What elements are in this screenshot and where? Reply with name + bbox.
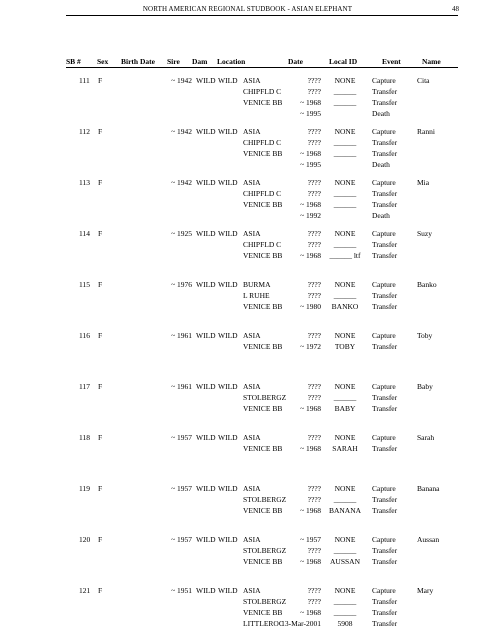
record-event-row — [0, 211, 495, 222]
event-date: ???? — [307, 382, 321, 391]
record-birth-date: ~ 1942 — [171, 127, 192, 136]
record-event-row — [0, 393, 495, 404]
record-event-row — [0, 109, 495, 120]
studbook-record — [0, 382, 495, 433]
event-local-id: NONE — [334, 433, 356, 442]
event-type: Transfer — [372, 342, 398, 351]
animal-name: Banana — [417, 484, 440, 493]
event-location: ASIA — [243, 586, 261, 595]
event-date: 13-Mar-2001 — [281, 619, 321, 628]
record-dam: WILD — [218, 484, 238, 493]
event-date: ???? — [307, 138, 321, 147]
event-date: ???? — [307, 546, 321, 555]
animal-name: Cita — [417, 76, 430, 85]
event-date: ~ 1968 — [300, 557, 321, 566]
column-header-local-id: Local ID — [329, 57, 358, 66]
event-type: Transfer — [372, 557, 398, 566]
event-local-id: NONE — [334, 76, 356, 85]
record-event-row — [0, 495, 495, 506]
event-type: Capture — [372, 586, 396, 595]
column-header-birth-date: Birth Date — [121, 57, 155, 66]
event-local-id: ______ — [333, 189, 357, 198]
record-event-row — [0, 280, 495, 291]
event-location: VENICE BB — [243, 149, 283, 158]
record-sex: F — [98, 382, 103, 391]
event-date: ???? — [307, 291, 321, 300]
record-event-row — [0, 160, 495, 171]
column-header-sb: SB # — [66, 57, 81, 66]
event-type: Transfer — [372, 200, 398, 209]
event-date: ???? — [307, 87, 321, 96]
event-local-id: NONE — [334, 331, 356, 340]
record-dam: WILD — [218, 127, 238, 136]
event-type: Death — [372, 211, 390, 220]
column-header-event: Event — [382, 57, 401, 66]
record-sb-number: 121 — [79, 586, 91, 595]
record-sb-number: 118 — [79, 433, 90, 442]
record-sire: WILD — [196, 433, 216, 442]
event-location: VENICE BB — [243, 404, 283, 413]
event-date: ???? — [307, 229, 321, 238]
studbook-record — [0, 433, 495, 484]
record-event-row — [0, 138, 495, 149]
event-date: ~ 1992 — [300, 211, 321, 220]
event-local-id: NONE — [334, 535, 356, 544]
record-sire: WILD — [196, 535, 216, 544]
record-event-row — [0, 189, 495, 200]
event-location: STOLBERGZ — [243, 393, 287, 402]
event-date: ???? — [307, 484, 321, 493]
record-birth-date: ~ 1957 — [171, 484, 192, 493]
event-date: ???? — [307, 393, 321, 402]
record-sire: WILD — [196, 484, 216, 493]
record-event-row — [0, 557, 495, 568]
event-type: Capture — [372, 229, 396, 238]
event-location: VENICE BB — [243, 608, 283, 617]
studbook-record — [0, 229, 495, 280]
animal-name: Mia — [417, 178, 430, 187]
record-event-row — [0, 586, 495, 597]
header-rule — [66, 15, 458, 16]
event-type: Transfer — [372, 189, 398, 198]
event-local-id: ______ — [333, 608, 357, 617]
event-location: ASIA — [243, 535, 261, 544]
event-type: Transfer — [372, 404, 398, 413]
column-header-dam: Dam — [192, 57, 208, 66]
record-sex: F — [98, 586, 103, 595]
page-number: 48 — [452, 5, 459, 13]
record-dam: WILD — [218, 535, 238, 544]
event-type: Transfer — [372, 240, 398, 249]
studbook-record — [0, 535, 495, 586]
event-date: ???? — [307, 597, 321, 606]
event-local-id: NONE — [334, 382, 356, 391]
record-sex: F — [98, 331, 103, 340]
animal-name: Suzy — [417, 229, 432, 238]
animal-name: Baby — [417, 382, 433, 391]
record-event-row — [0, 546, 495, 557]
event-location: LITTLEROC — [243, 619, 284, 628]
event-local-id: ______ ltf — [329, 251, 361, 260]
record-event-row — [0, 240, 495, 251]
event-location: ASIA — [243, 382, 261, 391]
event-type: Capture — [372, 484, 396, 493]
record-birth-date: ~ 1942 — [171, 178, 192, 187]
event-type: Capture — [372, 127, 396, 136]
record-event-row — [0, 331, 495, 342]
event-location: VENICE BB — [243, 444, 283, 453]
event-location: ASIA — [243, 229, 261, 238]
animal-name: Aussan — [417, 535, 440, 544]
event-location: L RUHE — [243, 291, 270, 300]
event-local-id: AUSSAN — [329, 557, 360, 566]
event-location: CHIPFLD C — [243, 240, 282, 249]
record-sb-number: 117 — [79, 382, 90, 391]
event-type: Transfer — [372, 393, 398, 402]
record-event-row — [0, 342, 495, 353]
record-birth-date: ~ 1976 — [171, 280, 192, 289]
event-date: ~ 1995 — [300, 160, 321, 169]
event-local-id: ______ — [333, 87, 357, 96]
record-event-row — [0, 76, 495, 87]
event-type: Death — [372, 109, 390, 118]
event-date: ???? — [307, 280, 321, 289]
studbook-record — [0, 178, 495, 229]
event-location: CHIPFLD C — [243, 138, 282, 147]
event-local-id: ______ — [333, 98, 357, 107]
record-sex: F — [98, 178, 103, 187]
event-location: ASIA — [243, 127, 261, 136]
record-sex: F — [98, 76, 103, 85]
record-birth-date: ~ 1942 — [171, 76, 192, 85]
event-location: CHIPFLD C — [243, 189, 282, 198]
event-date: ~ 1968 — [300, 149, 321, 158]
event-date: ~ 1972 — [300, 342, 321, 351]
event-local-id: SARAH — [332, 444, 358, 453]
event-local-id: BANANA — [328, 506, 362, 515]
event-location: VENICE BB — [243, 302, 283, 311]
record-event-row — [0, 127, 495, 138]
record-event-row — [0, 229, 495, 240]
event-location: BURMA — [243, 280, 271, 289]
event-date: ~ 1968 — [300, 506, 321, 515]
event-location: VENICE BB — [243, 98, 283, 107]
record-event-row — [0, 404, 495, 415]
column-header-sex: Sex — [97, 57, 109, 66]
record-event-row — [0, 597, 495, 608]
event-local-id: ______ — [333, 393, 357, 402]
record-dam: WILD — [218, 280, 238, 289]
record-dam: WILD — [218, 331, 238, 340]
record-sex: F — [98, 280, 103, 289]
event-location: STOLBERGZ — [243, 495, 287, 504]
event-type: Transfer — [372, 149, 398, 158]
event-local-id: ______ — [333, 149, 357, 158]
event-date: ???? — [307, 433, 321, 442]
record-dam: WILD — [218, 178, 238, 187]
record-event-row — [0, 149, 495, 160]
animal-name: Toby — [417, 331, 433, 340]
event-local-id: ______ — [333, 495, 357, 504]
record-sire: WILD — [196, 127, 216, 136]
event-type: Capture — [372, 76, 396, 85]
event-type: Transfer — [372, 98, 398, 107]
event-location: STOLBERGZ — [243, 546, 287, 555]
record-event-row — [0, 484, 495, 495]
event-local-id: NONE — [334, 178, 356, 187]
event-location: CHIPFLD C — [243, 87, 282, 96]
record-event-row — [0, 506, 495, 517]
record-sb-number: 113 — [79, 178, 90, 187]
event-date: ???? — [307, 240, 321, 249]
record-sire: WILD — [196, 178, 216, 187]
record-sex: F — [98, 535, 103, 544]
event-local-id: ______ — [333, 546, 357, 555]
animal-name: Banko — [417, 280, 437, 289]
event-location: ASIA — [243, 331, 261, 340]
page-header-title: NORTH AMERICAN REGIONAL STUDBOOK - ASIAN ELEPHANT — [142, 5, 353, 13]
event-type: Death — [372, 160, 390, 169]
studbook-record — [0, 586, 495, 637]
event-date: ~ 1968 — [300, 98, 321, 107]
record-sire: WILD — [196, 229, 216, 238]
event-type: Capture — [372, 280, 396, 289]
column-header-rule — [66, 67, 458, 68]
event-date: ~ 1968 — [300, 200, 321, 209]
record-event-row — [0, 178, 495, 189]
record-sb-number: 119 — [79, 484, 90, 493]
studbook-records — [0, 76, 495, 637]
record-event-row — [0, 291, 495, 302]
event-local-id: NONE — [334, 586, 356, 595]
column-header-date: Date — [288, 57, 303, 66]
event-location: STOLBERGZ — [243, 597, 287, 606]
event-local-id: NONE — [334, 484, 356, 493]
studbook-record — [0, 280, 495, 331]
event-date: ???? — [307, 178, 321, 187]
record-event-row — [0, 619, 495, 630]
record-sire: WILD — [196, 76, 216, 85]
event-location: VENICE BB — [243, 557, 283, 566]
event-local-id: ______ — [333, 597, 357, 606]
event-location: VENICE BB — [243, 342, 283, 351]
event-location: ASIA — [243, 433, 261, 442]
event-local-id: NONE — [334, 127, 356, 136]
event-date: ~ 1957 — [300, 535, 321, 544]
column-header-location: Location — [217, 57, 246, 66]
record-sire: WILD — [196, 280, 216, 289]
record-event-row — [0, 251, 495, 262]
event-date: ~ 1968 — [300, 608, 321, 617]
event-type: Transfer — [372, 495, 398, 504]
event-location: VENICE BB — [243, 506, 283, 515]
column-header-sire: Sire — [167, 57, 180, 66]
studbook-record — [0, 331, 495, 382]
event-date: ???? — [307, 189, 321, 198]
record-sire: WILD — [196, 382, 216, 391]
event-local-id: ______ — [333, 291, 357, 300]
record-sb-number: 111 — [79, 76, 90, 85]
event-date: ~ 1995 — [300, 109, 321, 118]
event-date: ~ 1968 — [300, 444, 321, 453]
record-event-row — [0, 302, 495, 313]
event-local-id: NONE — [334, 229, 356, 238]
event-date: ~ 1980 — [300, 302, 321, 311]
event-type: Transfer — [372, 291, 398, 300]
event-local-id: 5908 — [337, 619, 353, 628]
event-date: ???? — [307, 127, 321, 136]
record-birth-date: ~ 1957 — [171, 433, 192, 442]
event-type: Transfer — [372, 302, 398, 311]
record-event-row — [0, 382, 495, 393]
event-location: ASIA — [243, 76, 261, 85]
record-event-row — [0, 200, 495, 211]
event-type: Transfer — [372, 506, 398, 515]
event-local-id: BABY — [334, 404, 356, 413]
record-dam: WILD — [218, 586, 238, 595]
record-sex: F — [98, 127, 103, 136]
column-header-name: Name — [422, 57, 441, 66]
record-dam: WILD — [218, 382, 238, 391]
studbook-record — [0, 484, 495, 535]
event-date: ???? — [307, 495, 321, 504]
record-event-row — [0, 87, 495, 98]
event-type: Capture — [372, 535, 396, 544]
record-event-row — [0, 98, 495, 109]
event-local-id: TOBY — [334, 342, 356, 351]
event-location: ASIA — [243, 484, 261, 493]
event-date: ???? — [307, 76, 321, 85]
record-birth-date: ~ 1925 — [171, 229, 192, 238]
event-type: Transfer — [372, 597, 398, 606]
event-location: VENICE BB — [243, 200, 283, 209]
record-event-row — [0, 444, 495, 455]
record-sex: F — [98, 433, 103, 442]
animal-name: Ranni — [417, 127, 435, 136]
event-local-id: NONE — [334, 280, 356, 289]
event-local-id: BANKO — [331, 302, 359, 311]
event-local-id: ______ — [333, 240, 357, 249]
event-type: Capture — [372, 331, 396, 340]
event-type: Transfer — [372, 444, 398, 453]
record-dam: WILD — [218, 76, 238, 85]
record-sb-number: 120 — [79, 535, 91, 544]
event-type: Transfer — [372, 619, 398, 628]
event-type: Transfer — [372, 608, 398, 617]
record-sb-number: 116 — [79, 331, 90, 340]
record-sire: WILD — [196, 586, 216, 595]
event-local-id: ______ — [333, 138, 357, 147]
record-birth-date: ~ 1961 — [171, 382, 192, 391]
studbook-record — [0, 76, 495, 127]
record-event-row — [0, 433, 495, 444]
event-type: Capture — [372, 433, 396, 442]
record-sex: F — [98, 484, 103, 493]
record-sex: F — [98, 229, 103, 238]
record-birth-date: ~ 1957 — [171, 535, 192, 544]
record-event-row — [0, 535, 495, 546]
event-type: Capture — [372, 178, 396, 187]
event-location: ASIA — [243, 178, 261, 187]
record-sb-number: 114 — [79, 229, 90, 238]
record-event-row — [0, 608, 495, 619]
animal-name: Sarah — [417, 433, 435, 442]
event-type: Transfer — [372, 251, 398, 260]
record-sb-number: 115 — [79, 280, 90, 289]
event-date: ???? — [307, 586, 321, 595]
event-type: Capture — [372, 382, 396, 391]
event-date: ~ 1968 — [300, 251, 321, 260]
record-dam: WILD — [218, 433, 238, 442]
event-local-id: ______ — [333, 200, 357, 209]
event-date: ~ 1968 — [300, 404, 321, 413]
event-date: ???? — [307, 331, 321, 340]
record-birth-date: ~ 1951 — [171, 586, 192, 595]
animal-name: Mary — [417, 586, 434, 595]
studbook-record — [0, 127, 495, 178]
event-type: Transfer — [372, 546, 398, 555]
record-sb-number: 112 — [79, 127, 90, 136]
record-birth-date: ~ 1961 — [171, 331, 192, 340]
event-location: VENICE BB — [243, 251, 283, 260]
record-sire: WILD — [196, 331, 216, 340]
event-type: Transfer — [372, 138, 398, 147]
record-dam: WILD — [218, 229, 238, 238]
event-type: Transfer — [372, 87, 398, 96]
